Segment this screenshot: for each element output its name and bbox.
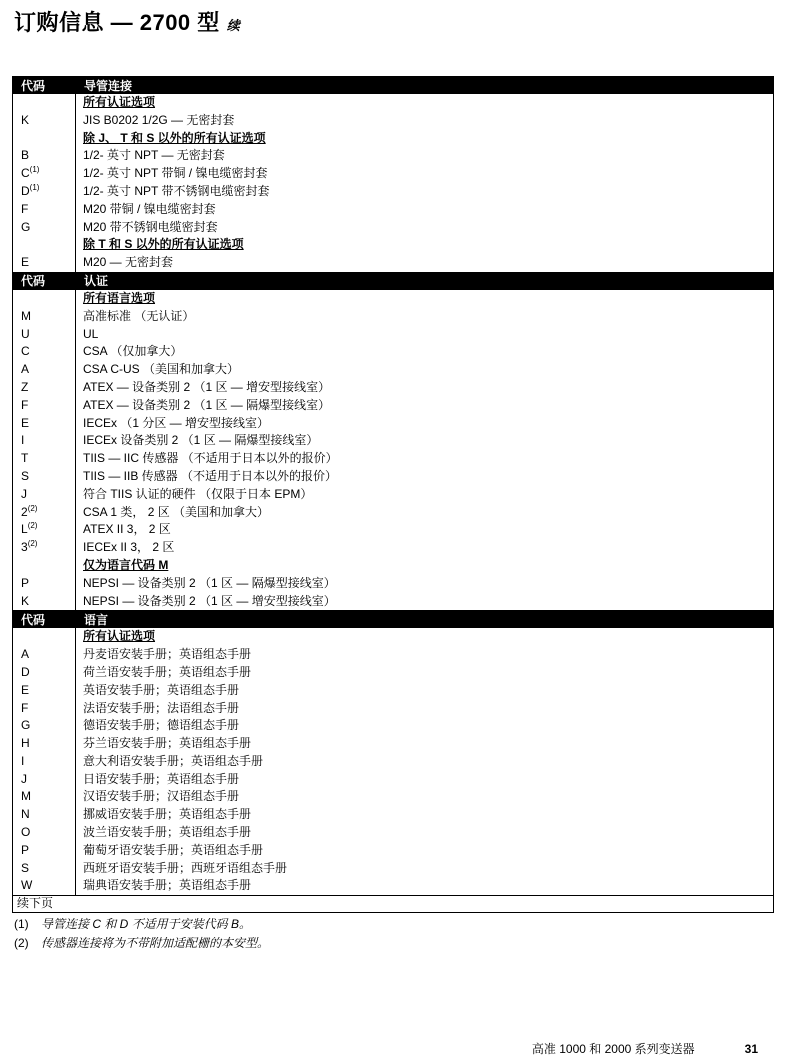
description-cell: 所有语言选项: [83, 290, 156, 305]
table-row: [13, 842, 773, 860]
code-cell: $C^{(1)}$: [13, 165, 76, 183]
code-cell: 2$^{(2)}$: [13, 504, 76, 522]
code-cell: E: [13, 254, 76, 272]
table-row: [13, 219, 773, 237]
description-column-header: 导管连接: [84, 78, 133, 93]
footnote-text: 传感器连接将为不带附加适配栅的本安型。: [41, 936, 270, 950]
table-subheader-row: [13, 557, 773, 575]
code-cell: K: [13, 593, 76, 611]
description-cell: 除 T 和 S 以外的所有认证选项: [83, 237, 244, 252]
table-subheader-row: [13, 130, 773, 148]
table-section-0: [13, 76, 773, 272]
code-cell: F: [13, 700, 76, 718]
description-column-header: 语言: [84, 612, 109, 627]
table-row: [13, 343, 773, 361]
code-column-header: 代码: [21, 612, 46, 627]
description-cell: 荷兰语安装手册；英语组态手册: [83, 664, 252, 679]
table-subheader-row: [13, 236, 773, 254]
table-row: [13, 486, 773, 504]
table-row: [13, 682, 773, 700]
description-cell: 日语安装手册；英语组态手册: [83, 771, 240, 786]
description-cell: 法语安装手册；法语组态手册: [83, 700, 240, 715]
description-cell: CSA C-US （美国和加拿大）: [83, 362, 240, 377]
footnote: [14, 936, 269, 950]
code-cell: [13, 557, 76, 575]
code-footnote-ref: (1): [29, 165, 40, 175]
table-row: [13, 877, 773, 895]
table-row: [13, 593, 773, 611]
code-cell: J: [13, 486, 76, 504]
code-cell: [13, 290, 76, 308]
code-cell: B: [13, 147, 76, 165]
description-cell: CSA （仅加拿大）: [83, 344, 183, 359]
description-cell: 波兰语安装手册；英语组态手册: [83, 825, 252, 840]
description-cell: 汉语安装手册；汉语组态手册: [83, 789, 240, 804]
table-row: [13, 646, 773, 664]
description-cell: 1/2- 英寸 NPT — 无密封套: [83, 148, 225, 163]
code-footnote-ref: (2): [27, 521, 38, 531]
code-cell: A: [13, 646, 76, 664]
code-cell: W: [13, 877, 76, 895]
description-cell: 西班牙语安装手册；西班牙语组态手册: [83, 860, 288, 875]
code-cell: [13, 94, 76, 112]
table-row: [13, 860, 773, 878]
code-cell: F: [13, 201, 76, 219]
table-subheader-row: [13, 628, 773, 646]
description-cell: 芬兰语安装手册；英语组态手册: [83, 736, 252, 751]
code-cell: G: [13, 717, 76, 735]
continued-next-page-row: 续下页: [13, 895, 773, 913]
description-cell: M20 — 无密封套: [83, 255, 174, 270]
code-cell: S: [13, 468, 76, 486]
code-footnote-ref: (2): [27, 503, 38, 513]
code-cell: [13, 628, 76, 646]
description-cell: 意大利语安装手册；英语组态手册: [83, 753, 264, 768]
table-row: [13, 112, 773, 130]
table-row: [13, 504, 773, 522]
table-section-2: [13, 610, 773, 895]
table-row: [13, 735, 773, 753]
description-cell: 英语安装手册；英语组态手册: [83, 682, 240, 697]
ordering-info-table: [12, 76, 774, 913]
description-cell: 高准标准 （无认证）: [83, 308, 195, 323]
page-title-text: 订购信息 — 2700 型: [14, 10, 220, 35]
table-row: [13, 753, 773, 771]
description-cell: 符合 TIIS 认证的硬件 （仅限于日本 EPM）: [83, 486, 313, 501]
code-cell: E: [13, 682, 76, 700]
footer-doc-title: 高准 1000 和 2000 系列变送器: [531, 1042, 695, 1056]
code-cell: U: [13, 326, 76, 344]
table-row: [13, 415, 773, 433]
description-cell: TIIS — IIC 传感器 （不适用于日本以外的报价）: [83, 451, 338, 466]
code-cell: A: [13, 361, 76, 379]
table-header-bar: [12, 610, 774, 628]
table-subheader-row: [13, 94, 773, 112]
table-subheader-row: [13, 290, 773, 308]
code-cell: N: [13, 806, 76, 824]
code-cell: [13, 236, 76, 254]
description-cell: M20 带不锈钢电缆密封套: [83, 219, 218, 234]
table-row: [13, 165, 773, 183]
table-row: [13, 379, 773, 397]
code-cell: P: [13, 575, 76, 593]
description-cell: IECEx （1 分区 — 增安型接线室）: [83, 415, 270, 430]
description-cell: JIS B0202 1/2G — 无密封套: [83, 112, 235, 127]
description-cell: 所有认证选项: [83, 95, 156, 109]
code-cell: E: [13, 415, 76, 433]
description-cell: ATEX II 3， 2 区: [83, 522, 171, 537]
table-row: [13, 806, 773, 824]
code-column-header: 代码: [21, 274, 46, 289]
code-cell: Z: [13, 379, 76, 397]
code-column-header: 代码: [21, 78, 46, 93]
page-number: 31: [744, 1042, 758, 1056]
code-cell: O: [13, 824, 76, 842]
description-cell: 挪威语安装手册；英语组态手册: [83, 807, 252, 822]
table-row: [13, 183, 773, 201]
code-footnote-ref: (1): [29, 182, 40, 192]
table-row: [13, 468, 773, 486]
footnote: [14, 917, 269, 931]
code-cell: M: [13, 308, 76, 326]
description-cell: 葡萄牙语安装手册；英语组态手册: [83, 842, 264, 857]
code-cell: [13, 130, 76, 148]
code-cell: H: [13, 735, 76, 753]
table-row: [13, 254, 773, 272]
table-header-bar: [12, 76, 774, 94]
description-cell: TIIS — IIB 传感器 （不适用于日本以外的报价）: [83, 468, 338, 483]
table-row: [13, 326, 773, 344]
code-cell: G: [13, 219, 76, 237]
table-row: [13, 717, 773, 735]
code-cell: P: [13, 842, 76, 860]
description-cell: 仅为语言代码 M: [83, 557, 169, 572]
description-cell: NEPSI — 设备类别 2 （1 区 — 隔爆型接线室）: [83, 575, 336, 590]
description-cell: 1/2- 英寸 NPT 带铜 / 镍电缆密封套: [83, 166, 268, 181]
table-row: [13, 575, 773, 593]
description-cell: ATEX — 设备类别 2 （1 区 — 隔爆型接线室）: [83, 397, 331, 412]
footnote-text: 导管连接 C 和 D 不适用于安装代码 B。: [41, 917, 252, 931]
table-row: [13, 361, 773, 379]
table-header-bar: [12, 272, 774, 290]
code-cell: F: [13, 397, 76, 415]
code-cell: $L^{(2)}$: [13, 521, 76, 539]
code-cell: I: [13, 432, 76, 450]
code-cell: I: [13, 753, 76, 771]
description-cell: 1/2- 英寸 NPT 带不锈钢电缆密封套: [83, 183, 270, 198]
page-title-continued-marker: 续: [226, 18, 241, 33]
description-cell: 所有认证选项: [83, 629, 156, 644]
table-row: [13, 664, 773, 682]
footnote-marker: (2): [14, 936, 29, 950]
description-cell: NEPSI — 设备类别 2 （1 区 — 增安型接线室）: [83, 593, 336, 608]
page-footer: [532, 1042, 758, 1056]
table-row: [13, 771, 773, 789]
description-cell: 德语安装手册；德语组态手册: [83, 718, 240, 733]
table-row: [13, 788, 773, 806]
table-row: [13, 147, 773, 165]
table-row: [13, 700, 773, 718]
code-footnote-ref: (2): [27, 539, 38, 549]
code-cell: $D^{(1)}$: [13, 183, 76, 201]
code-cell: M: [13, 788, 76, 806]
footnote-marker: (1): [14, 917, 29, 931]
table-row: [13, 521, 773, 539]
description-cell: IECEx II 3， 2 区: [83, 540, 175, 555]
table-sections: [13, 76, 773, 895]
description-cell: IECEx 设备类别 2 （1 区 — 隔爆型接线室）: [83, 433, 319, 448]
description-column-header: 认证: [84, 274, 109, 289]
description-cell: UL: [83, 326, 99, 341]
footnotes: [14, 917, 269, 955]
description-cell: 瑞典语安装手册；英语组态手册: [83, 878, 252, 893]
table-row: [13, 539, 773, 557]
code-cell: J: [13, 771, 76, 789]
code-cell: C: [13, 343, 76, 361]
table-row: [13, 824, 773, 842]
page-title: [14, 6, 240, 37]
description-cell: 丹麦语安装手册；英语组态手册: [83, 647, 252, 662]
table-section-1: [13, 272, 773, 610]
description-cell: 除 J、 T 和 S 以外的所有认证选项: [83, 130, 266, 145]
table-row: [13, 432, 773, 450]
code-cell: K: [13, 112, 76, 130]
description-cell: M20 带铜 / 镍电缆密封套: [83, 201, 216, 216]
code-cell: S: [13, 860, 76, 878]
table-row: [13, 201, 773, 219]
code-cell: 3$^{(2)}$: [13, 539, 76, 557]
description-cell: ATEX — 设备类别 2 （1 区 — 增安型接线室）: [83, 379, 331, 394]
description-cell: CSA 1 类， 2 区 （美国和加拿大）: [83, 504, 270, 519]
code-cell: D: [13, 664, 76, 682]
table-row: [13, 308, 773, 326]
table-row: [13, 450, 773, 468]
code-cell: T: [13, 450, 76, 468]
table-row: [13, 397, 773, 415]
